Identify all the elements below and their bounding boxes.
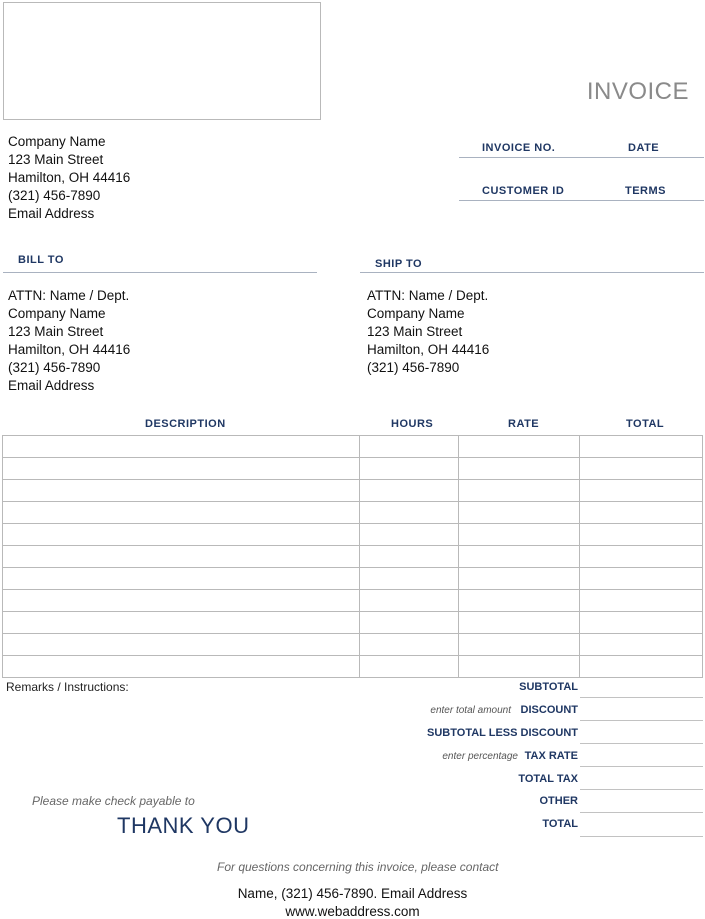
terms-label: TERMS bbox=[625, 185, 666, 197]
cell-description[interactable] bbox=[3, 480, 360, 502]
cell-rate[interactable] bbox=[459, 590, 580, 612]
bill-to-city: Hamilton, OH 44416 bbox=[8, 342, 131, 357]
cell-hours[interactable] bbox=[360, 524, 459, 546]
company-email: Email Address bbox=[8, 206, 95, 221]
cell-hours[interactable] bbox=[360, 590, 459, 612]
cell-description[interactable] bbox=[3, 568, 360, 590]
bill-to-company: Company Name bbox=[8, 306, 106, 321]
bill-to-label: BILL TO bbox=[18, 254, 64, 266]
ship-to-phone: (321) 456-7890 bbox=[367, 360, 460, 375]
remarks-label: Remarks / Instructions: bbox=[6, 680, 129, 694]
table-row bbox=[3, 458, 703, 480]
ship-to-attn: ATTN: Name / Dept. bbox=[367, 288, 489, 303]
footer-questions: For questions concerning this invoice, please contact bbox=[217, 860, 499, 874]
cell-total[interactable] bbox=[580, 656, 703, 678]
invoice-title: INVOICE bbox=[586, 78, 689, 105]
tax-rate-label: TAX RATE bbox=[524, 750, 578, 762]
customer-id-label: CUSTOMER ID bbox=[482, 185, 565, 197]
cell-description[interactable] bbox=[3, 612, 360, 634]
company-address bbox=[8, 133, 130, 223]
table-row bbox=[3, 436, 703, 458]
cell-hours[interactable] bbox=[360, 546, 459, 568]
ship-to-label: SHIP TO bbox=[375, 258, 423, 270]
cell-hours[interactable] bbox=[360, 656, 459, 678]
cell-total[interactable] bbox=[580, 546, 703, 568]
total-tax-label: TOTAL TAX bbox=[518, 773, 578, 785]
cell-hours[interactable] bbox=[360, 502, 459, 524]
cell-description[interactable] bbox=[3, 634, 360, 656]
discount-hint: enter total amount bbox=[430, 705, 511, 716]
cell-description[interactable] bbox=[3, 458, 360, 480]
subtotal-less-discount-label: SUBTOTAL LESS DISCOUNT bbox=[427, 727, 578, 739]
cell-hours[interactable] bbox=[360, 480, 459, 502]
discount-label: DISCOUNT bbox=[520, 704, 578, 716]
other-value-line[interactable] bbox=[580, 812, 703, 813]
cell-rate[interactable] bbox=[459, 546, 580, 568]
table-row bbox=[3, 480, 703, 502]
cell-total[interactable] bbox=[580, 458, 703, 480]
ship-to-company: Company Name bbox=[367, 306, 465, 321]
col-header-rate: RATE bbox=[508, 418, 540, 430]
date-label: DATE bbox=[628, 142, 660, 154]
col-header-hours: HOURS bbox=[391, 418, 434, 430]
col-header-total: TOTAL bbox=[626, 418, 665, 430]
bill-to-address bbox=[8, 287, 130, 395]
table-row bbox=[3, 524, 703, 546]
other-label: OTHER bbox=[539, 795, 578, 807]
table-row bbox=[3, 590, 703, 612]
cell-total[interactable] bbox=[580, 612, 703, 634]
cell-total[interactable] bbox=[580, 568, 703, 590]
ship-to-rule bbox=[360, 272, 704, 273]
payable-note: Please make check payable to bbox=[32, 794, 195, 808]
cell-total[interactable] bbox=[580, 502, 703, 524]
cell-description[interactable] bbox=[3, 656, 360, 678]
customer-id-rule bbox=[459, 200, 704, 201]
company-phone: (321) 456-7890 bbox=[8, 188, 101, 203]
line-items-table bbox=[2, 435, 703, 678]
cell-total[interactable] bbox=[580, 524, 703, 546]
ship-to-street: 123 Main Street bbox=[367, 324, 463, 339]
table-row bbox=[3, 612, 703, 634]
cell-description[interactable] bbox=[3, 524, 360, 546]
cell-rate[interactable] bbox=[459, 612, 580, 634]
bill-to-phone: (321) 456-7890 bbox=[8, 360, 101, 375]
cell-total[interactable] bbox=[580, 436, 703, 458]
ship-to-address bbox=[367, 287, 489, 377]
bill-to-attn: ATTN: Name / Dept. bbox=[8, 288, 130, 303]
total-label: TOTAL bbox=[542, 818, 578, 830]
cell-rate[interactable] bbox=[459, 436, 580, 458]
company-name: Company Name bbox=[8, 134, 106, 149]
cell-rate[interactable] bbox=[459, 568, 580, 590]
discount-value-line[interactable] bbox=[580, 720, 703, 721]
subtotal-value-line[interactable] bbox=[580, 697, 703, 698]
bill-to-rule bbox=[3, 272, 317, 273]
cell-hours[interactable] bbox=[360, 634, 459, 656]
cell-total[interactable] bbox=[580, 590, 703, 612]
bill-to-email: Email Address bbox=[8, 378, 95, 393]
cell-rate[interactable] bbox=[459, 480, 580, 502]
tax-rate-hint: enter percentage bbox=[442, 751, 518, 762]
bill-to-street: 123 Main Street bbox=[8, 324, 104, 339]
cell-description[interactable] bbox=[3, 546, 360, 568]
total-value-line[interactable] bbox=[580, 836, 703, 837]
subtotal-less-discount-value-line[interactable] bbox=[580, 743, 703, 744]
table-row bbox=[3, 656, 703, 678]
tax-rate-value-line[interactable] bbox=[580, 766, 703, 767]
ship-to-city: Hamilton, OH 44416 bbox=[367, 342, 490, 357]
cell-rate[interactable] bbox=[459, 634, 580, 656]
invoice-no-rule bbox=[459, 157, 704, 158]
cell-rate[interactable] bbox=[459, 656, 580, 678]
company-street: 123 Main Street bbox=[8, 152, 104, 167]
table-row bbox=[3, 568, 703, 590]
cell-description[interactable] bbox=[3, 590, 360, 612]
footer-website[interactable]: www.webaddress.com bbox=[285, 904, 420, 919]
total-tax-value-line[interactable] bbox=[580, 789, 703, 790]
table-row bbox=[3, 502, 703, 524]
table-row bbox=[3, 546, 703, 568]
table-row bbox=[3, 634, 703, 656]
cell-total[interactable] bbox=[580, 480, 703, 502]
col-header-description: DESCRIPTION bbox=[145, 418, 226, 430]
cell-hours[interactable] bbox=[360, 436, 459, 458]
invoice-no-label: INVOICE NO. bbox=[482, 142, 556, 154]
cell-description[interactable] bbox=[3, 436, 360, 458]
logo-placeholder bbox=[3, 2, 321, 120]
footer-contact: Name, (321) 456-7890. Email Address bbox=[237, 886, 468, 901]
cell-hours[interactable] bbox=[360, 612, 459, 634]
cell-total[interactable] bbox=[580, 634, 703, 656]
company-city: Hamilton, OH 44416 bbox=[8, 170, 131, 185]
cell-rate[interactable] bbox=[459, 458, 580, 480]
thank-you: THANK YOU bbox=[117, 813, 250, 838]
cell-rate[interactable] bbox=[459, 524, 580, 546]
cell-hours[interactable] bbox=[360, 458, 459, 480]
cell-hours[interactable] bbox=[360, 568, 459, 590]
subtotal-label: SUBTOTAL bbox=[519, 681, 578, 693]
cell-description[interactable] bbox=[3, 502, 360, 524]
cell-rate[interactable] bbox=[459, 502, 580, 524]
